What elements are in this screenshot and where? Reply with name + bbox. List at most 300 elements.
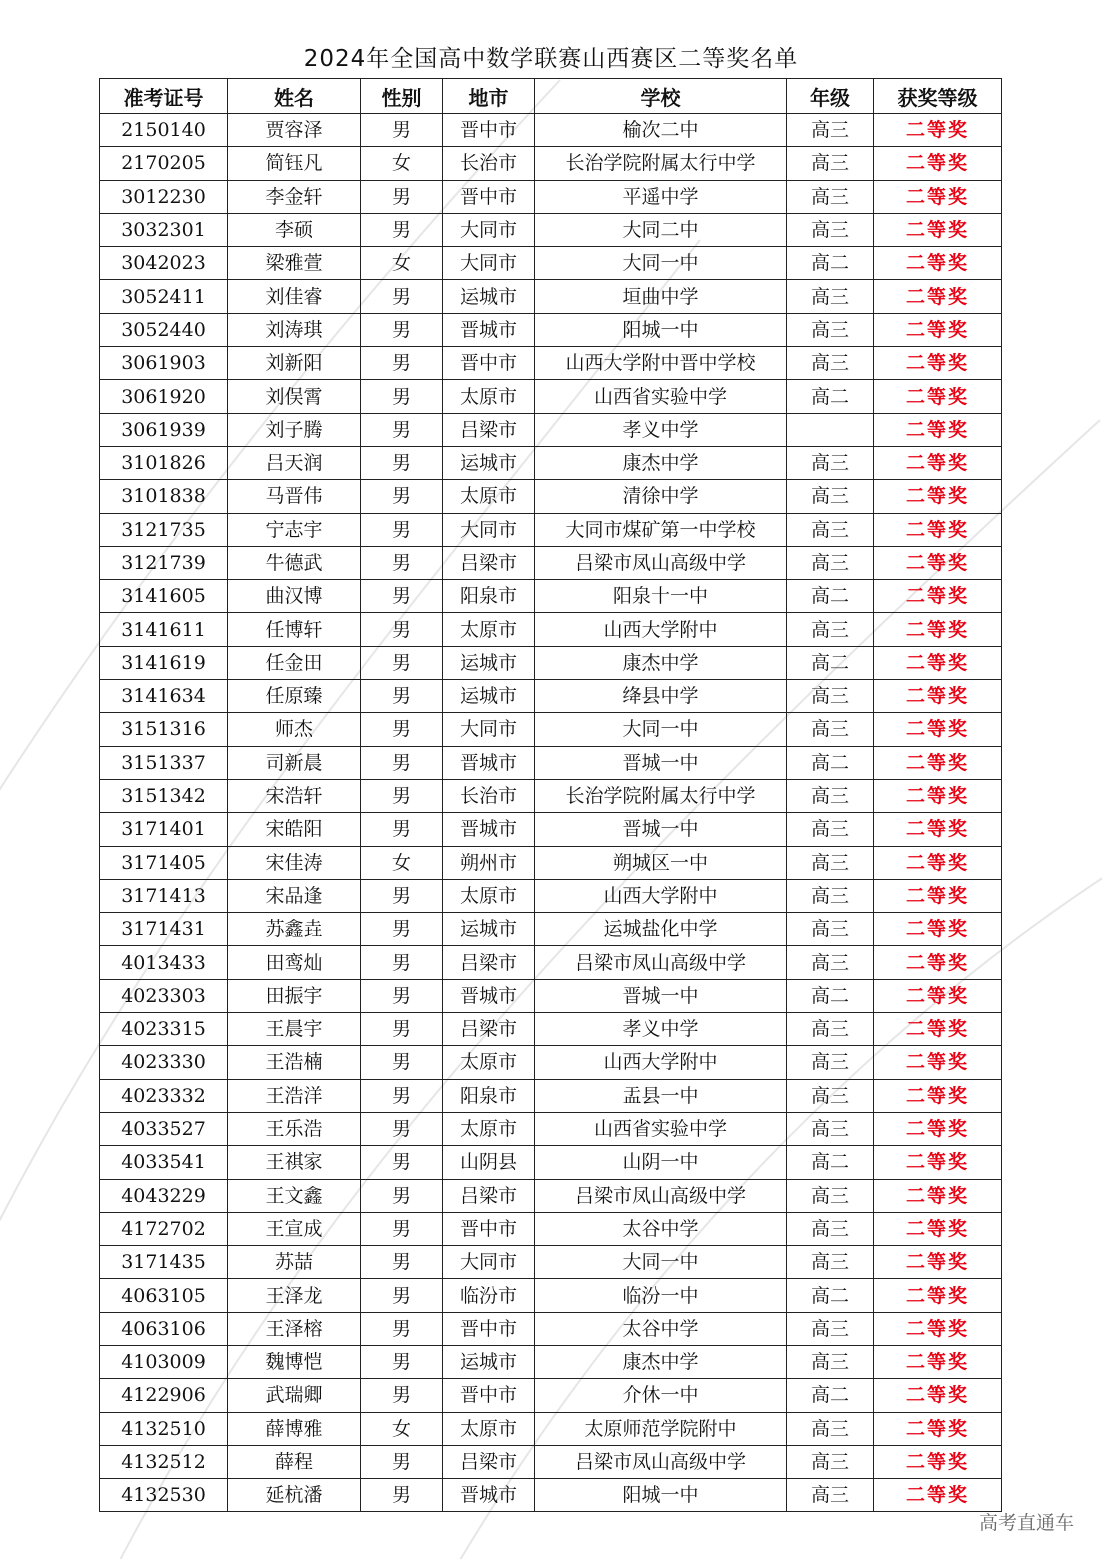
cell-grade: 高二 bbox=[787, 247, 874, 280]
cell-school: 清徐中学 bbox=[535, 480, 787, 513]
cell-award-level: 二等奖 bbox=[874, 480, 1002, 513]
cell-school: 大同一中 bbox=[535, 247, 787, 280]
cell-gender: 男 bbox=[361, 1146, 443, 1179]
cell-school: 孝义中学 bbox=[535, 413, 787, 446]
cell-gender: 男 bbox=[361, 1312, 443, 1345]
cell-grade: 高三 bbox=[787, 1312, 874, 1345]
cell-school: 介休一中 bbox=[535, 1379, 787, 1412]
cell-grade: 高三 bbox=[787, 147, 874, 180]
cell-grade: 高二 bbox=[787, 1279, 874, 1312]
table-row bbox=[100, 413, 1002, 446]
cell-gender: 男 bbox=[361, 746, 443, 779]
cell-city: 吕梁市 bbox=[443, 546, 535, 579]
cell-name: 任博轩 bbox=[228, 613, 361, 646]
table-row bbox=[100, 1412, 1002, 1445]
cell-exam-id: 4132510 bbox=[100, 1412, 228, 1445]
cell-exam-id: 4023315 bbox=[100, 1013, 228, 1046]
cell-exam-id: 3101826 bbox=[100, 446, 228, 479]
cell-school: 绛县中学 bbox=[535, 680, 787, 713]
cell-award-level: 二等奖 bbox=[874, 813, 1002, 846]
table-row bbox=[100, 213, 1002, 246]
cell-school: 大同一中 bbox=[535, 713, 787, 746]
cell-gender: 男 bbox=[361, 580, 443, 613]
cell-name: 宋皓阳 bbox=[228, 813, 361, 846]
cell-award-level: 二等奖 bbox=[874, 546, 1002, 579]
table-row bbox=[100, 114, 1002, 147]
cell-school: 平遥中学 bbox=[535, 180, 787, 213]
cell-city: 晋城市 bbox=[443, 813, 535, 846]
cell-school: 孝义中学 bbox=[535, 1013, 787, 1046]
cell-grade: 高二 bbox=[787, 1379, 874, 1412]
cell-grade: 高三 bbox=[787, 879, 874, 912]
cell-gender: 男 bbox=[361, 713, 443, 746]
cell-grade: 高三 bbox=[787, 1345, 874, 1378]
cell-name: 魏博恺 bbox=[228, 1345, 361, 1378]
cell-gender: 男 bbox=[361, 1279, 443, 1312]
table-row bbox=[100, 1146, 1002, 1179]
table-row bbox=[100, 813, 1002, 846]
table-row bbox=[100, 1312, 1002, 1345]
cell-city: 太原市 bbox=[443, 1046, 535, 1079]
cell-exam-id: 3121739 bbox=[100, 546, 228, 579]
cell-city: 朔州市 bbox=[443, 846, 535, 879]
cell-exam-id: 3151342 bbox=[100, 779, 228, 812]
cell-name: 马晋伟 bbox=[228, 480, 361, 513]
cell-grade: 高二 bbox=[787, 746, 874, 779]
cell-name: 宋品逢 bbox=[228, 879, 361, 912]
cell-name: 苏鑫垚 bbox=[228, 913, 361, 946]
cell-gender: 男 bbox=[361, 1112, 443, 1145]
cell-gender: 男 bbox=[361, 1212, 443, 1245]
cell-grade: 高二 bbox=[787, 979, 874, 1012]
cell-award-level: 二等奖 bbox=[874, 280, 1002, 313]
cell-exam-id: 3121735 bbox=[100, 513, 228, 546]
cell-name: 刘佳睿 bbox=[228, 280, 361, 313]
cell-gender: 男 bbox=[361, 913, 443, 946]
cell-city: 晋城市 bbox=[443, 746, 535, 779]
table-row bbox=[100, 1046, 1002, 1079]
cell-grade: 高三 bbox=[787, 480, 874, 513]
cell-award-level: 二等奖 bbox=[874, 114, 1002, 147]
table-row bbox=[100, 347, 1002, 380]
cell-grade: 高三 bbox=[787, 1079, 874, 1112]
header-city: 地市 bbox=[443, 79, 535, 114]
cell-award-level: 二等奖 bbox=[874, 746, 1002, 779]
cell-name: 宋佳涛 bbox=[228, 846, 361, 879]
cell-grade: 高三 bbox=[787, 1046, 874, 1079]
cell-award-level: 二等奖 bbox=[874, 613, 1002, 646]
cell-gender: 男 bbox=[361, 513, 443, 546]
cell-school: 山西大学附中 bbox=[535, 879, 787, 912]
cell-grade: 高三 bbox=[787, 546, 874, 579]
table-body bbox=[100, 114, 1002, 1512]
cell-name: 任金田 bbox=[228, 646, 361, 679]
table-row bbox=[100, 546, 1002, 579]
cell-grade: 高三 bbox=[787, 946, 874, 979]
table-row bbox=[100, 1179, 1002, 1212]
cell-school: 吕梁市凤山高级中学 bbox=[535, 1445, 787, 1478]
cell-name: 宁志宇 bbox=[228, 513, 361, 546]
cell-name: 延杭潘 bbox=[228, 1479, 361, 1512]
cell-name: 王乐浩 bbox=[228, 1112, 361, 1145]
cell-award-level: 二等奖 bbox=[874, 380, 1002, 413]
cell-gender: 男 bbox=[361, 1013, 443, 1046]
cell-name: 司新晨 bbox=[228, 746, 361, 779]
cell-grade: 高三 bbox=[787, 513, 874, 546]
header-exam-id: 准考证号 bbox=[100, 79, 228, 114]
cell-exam-id: 3032301 bbox=[100, 213, 228, 246]
cell-city: 晋中市 bbox=[443, 1212, 535, 1245]
cell-gender: 男 bbox=[361, 313, 443, 346]
cell-school: 山西大学附中 bbox=[535, 613, 787, 646]
cell-exam-id: 3151316 bbox=[100, 713, 228, 746]
cell-city: 运城市 bbox=[443, 680, 535, 713]
cell-name: 贾容泽 bbox=[228, 114, 361, 147]
cell-grade: 高三 bbox=[787, 313, 874, 346]
cell-award-level: 二等奖 bbox=[874, 1146, 1002, 1179]
header-grade: 年级 bbox=[787, 79, 874, 114]
table-row bbox=[100, 1345, 1002, 1378]
cell-award-level: 二等奖 bbox=[874, 1345, 1002, 1378]
cell-award-level: 二等奖 bbox=[874, 347, 1002, 380]
cell-school: 吕梁市凤山高级中学 bbox=[535, 1179, 787, 1212]
cell-exam-id: 4033541 bbox=[100, 1146, 228, 1179]
cell-name: 曲汉博 bbox=[228, 580, 361, 613]
cell-city: 太原市 bbox=[443, 1412, 535, 1445]
cell-exam-id: 4033527 bbox=[100, 1112, 228, 1145]
cell-exam-id: 4013433 bbox=[100, 946, 228, 979]
table-row bbox=[100, 1112, 1002, 1145]
cell-award-level: 二等奖 bbox=[874, 513, 1002, 546]
source-watermark: 高考直通车 bbox=[978, 1512, 1074, 1534]
cell-city: 大同市 bbox=[443, 513, 535, 546]
cell-school: 吕梁市凤山高级中学 bbox=[535, 546, 787, 579]
cell-grade: 高三 bbox=[787, 180, 874, 213]
cell-grade: 高三 bbox=[787, 813, 874, 846]
cell-city: 大同市 bbox=[443, 713, 535, 746]
cell-grade: 高三 bbox=[787, 114, 874, 147]
table-header-row bbox=[100, 79, 1002, 114]
cell-award-level: 二等奖 bbox=[874, 1312, 1002, 1345]
cell-school: 阳城一中 bbox=[535, 1479, 787, 1512]
cell-award-level: 二等奖 bbox=[874, 1246, 1002, 1279]
cell-exam-id: 3171435 bbox=[100, 1246, 228, 1279]
cell-city: 晋中市 bbox=[443, 347, 535, 380]
cell-grade: 高三 bbox=[787, 613, 874, 646]
cell-name: 刘俣霄 bbox=[228, 380, 361, 413]
cell-gender: 男 bbox=[361, 946, 443, 979]
cell-grade: 高二 bbox=[787, 580, 874, 613]
cell-city: 山阴县 bbox=[443, 1146, 535, 1179]
cell-gender: 男 bbox=[361, 213, 443, 246]
cell-award-level: 二等奖 bbox=[874, 879, 1002, 912]
table-row bbox=[100, 446, 1002, 479]
cell-city: 晋中市 bbox=[443, 180, 535, 213]
cell-exam-id: 3141605 bbox=[100, 580, 228, 613]
table-row bbox=[100, 946, 1002, 979]
cell-gender: 男 bbox=[361, 180, 443, 213]
cell-name: 王宣成 bbox=[228, 1212, 361, 1245]
table-row bbox=[100, 1013, 1002, 1046]
cell-exam-id: 4023303 bbox=[100, 979, 228, 1012]
cell-grade: 高三 bbox=[787, 1412, 874, 1445]
cell-gender: 男 bbox=[361, 979, 443, 1012]
cell-award-level: 二等奖 bbox=[874, 1445, 1002, 1478]
cell-gender: 男 bbox=[361, 1345, 443, 1378]
cell-name: 田鸾灿 bbox=[228, 946, 361, 979]
cell-gender: 男 bbox=[361, 280, 443, 313]
cell-exam-id: 3061920 bbox=[100, 380, 228, 413]
cell-exam-id: 2150140 bbox=[100, 114, 228, 147]
cell-name: 田振宇 bbox=[228, 979, 361, 1012]
cell-award-level: 二等奖 bbox=[874, 1479, 1002, 1512]
table-row bbox=[100, 1079, 1002, 1112]
cell-award-level: 二等奖 bbox=[874, 446, 1002, 479]
cell-name: 薛程 bbox=[228, 1445, 361, 1478]
cell-exam-id: 3171413 bbox=[100, 879, 228, 912]
cell-gender: 男 bbox=[361, 1246, 443, 1279]
cell-school: 晋城一中 bbox=[535, 746, 787, 779]
cell-gender: 男 bbox=[361, 114, 443, 147]
cell-name: 梁雅萱 bbox=[228, 247, 361, 280]
cell-name: 王泽榕 bbox=[228, 1312, 361, 1345]
cell-grade: 高三 bbox=[787, 680, 874, 713]
cell-award-level: 二等奖 bbox=[874, 1013, 1002, 1046]
cell-city: 长治市 bbox=[443, 779, 535, 812]
cell-name: 王浩洋 bbox=[228, 1079, 361, 1112]
cell-award-level: 二等奖 bbox=[874, 147, 1002, 180]
cell-name: 苏喆 bbox=[228, 1246, 361, 1279]
cell-grade: 高三 bbox=[787, 347, 874, 380]
table-row bbox=[100, 713, 1002, 746]
cell-exam-id: 3171405 bbox=[100, 846, 228, 879]
cell-school: 康杰中学 bbox=[535, 1345, 787, 1378]
cell-city: 太原市 bbox=[443, 480, 535, 513]
cell-name: 简钰凡 bbox=[228, 147, 361, 180]
table-row bbox=[100, 580, 1002, 613]
header-gender: 性别 bbox=[361, 79, 443, 114]
cell-exam-id: 3101838 bbox=[100, 480, 228, 513]
cell-city: 大同市 bbox=[443, 213, 535, 246]
cell-gender: 男 bbox=[361, 380, 443, 413]
cell-exam-id: 3061903 bbox=[100, 347, 228, 380]
cell-city: 晋城市 bbox=[443, 979, 535, 1012]
cell-gender: 男 bbox=[361, 613, 443, 646]
cell-city: 吕梁市 bbox=[443, 1013, 535, 1046]
cell-school: 阳泉十一中 bbox=[535, 580, 787, 613]
cell-city: 大同市 bbox=[443, 1246, 535, 1279]
cell-grade: 高三 bbox=[787, 913, 874, 946]
cell-school: 山西省实验中学 bbox=[535, 380, 787, 413]
table-row bbox=[100, 380, 1002, 413]
cell-exam-id: 4172702 bbox=[100, 1212, 228, 1245]
cell-name: 王浩楠 bbox=[228, 1046, 361, 1079]
cell-name: 李金轩 bbox=[228, 180, 361, 213]
cell-name: 宋浩轩 bbox=[228, 779, 361, 812]
cell-award-level: 二等奖 bbox=[874, 413, 1002, 446]
cell-grade: 高三 bbox=[787, 1013, 874, 1046]
cell-grade: 高三 bbox=[787, 779, 874, 812]
cell-city: 晋城市 bbox=[443, 313, 535, 346]
table-row bbox=[100, 746, 1002, 779]
cell-gender: 男 bbox=[361, 546, 443, 579]
cell-grade: 高二 bbox=[787, 380, 874, 413]
cell-exam-id: 3171431 bbox=[100, 913, 228, 946]
cell-city: 吕梁市 bbox=[443, 413, 535, 446]
cell-exam-id: 4132530 bbox=[100, 1479, 228, 1512]
cell-city: 临汾市 bbox=[443, 1279, 535, 1312]
cell-exam-id: 3052411 bbox=[100, 280, 228, 313]
cell-city: 吕梁市 bbox=[443, 946, 535, 979]
cell-city: 晋城市 bbox=[443, 1479, 535, 1512]
award-table bbox=[99, 78, 1002, 1512]
cell-school: 太原师范学院附中 bbox=[535, 1412, 787, 1445]
cell-exam-id: 2170205 bbox=[100, 147, 228, 180]
cell-name: 刘涛琪 bbox=[228, 313, 361, 346]
cell-school: 山西省实验中学 bbox=[535, 1112, 787, 1145]
cell-school: 吕梁市凤山高级中学 bbox=[535, 946, 787, 979]
cell-award-level: 二等奖 bbox=[874, 213, 1002, 246]
cell-gender: 男 bbox=[361, 1479, 443, 1512]
table-row bbox=[100, 480, 1002, 513]
cell-exam-id: 3141619 bbox=[100, 646, 228, 679]
cell-school: 朔城区一中 bbox=[535, 846, 787, 879]
cell-name: 吕天润 bbox=[228, 446, 361, 479]
cell-name: 武瑞卿 bbox=[228, 1379, 361, 1412]
cell-school: 运城盐化中学 bbox=[535, 913, 787, 946]
cell-exam-id: 4103009 bbox=[100, 1345, 228, 1378]
cell-grade: 高三 bbox=[787, 1212, 874, 1245]
cell-city: 吕梁市 bbox=[443, 1445, 535, 1478]
cell-city: 长治市 bbox=[443, 147, 535, 180]
cell-name: 刘新阳 bbox=[228, 347, 361, 380]
cell-name: 刘子腾 bbox=[228, 413, 361, 446]
table-row bbox=[100, 779, 1002, 812]
cell-grade: 高三 bbox=[787, 1179, 874, 1212]
cell-award-level: 二等奖 bbox=[874, 1112, 1002, 1145]
cell-city: 晋中市 bbox=[443, 1379, 535, 1412]
cell-city: 晋中市 bbox=[443, 1312, 535, 1345]
cell-gender: 男 bbox=[361, 779, 443, 812]
cell-award-level: 二等奖 bbox=[874, 779, 1002, 812]
cell-school: 山阴一中 bbox=[535, 1146, 787, 1179]
cell-name: 薛博雅 bbox=[228, 1412, 361, 1445]
cell-award-level: 二等奖 bbox=[874, 180, 1002, 213]
cell-gender: 女 bbox=[361, 147, 443, 180]
cell-name: 王文鑫 bbox=[228, 1179, 361, 1212]
cell-grade: 高三 bbox=[787, 1479, 874, 1512]
cell-name: 王晨宇 bbox=[228, 1013, 361, 1046]
table-row bbox=[100, 1479, 1002, 1512]
page-title: 2024年全国高中数学联赛山西赛区二等奖名单 bbox=[303, 46, 799, 72]
cell-grade: 高三 bbox=[787, 713, 874, 746]
cell-award-level: 二等奖 bbox=[874, 713, 1002, 746]
header-name: 姓名 bbox=[228, 79, 361, 114]
cell-city: 大同市 bbox=[443, 247, 535, 280]
cell-award-level: 二等奖 bbox=[874, 313, 1002, 346]
cell-grade: 高三 bbox=[787, 280, 874, 313]
cell-name: 牛德武 bbox=[228, 546, 361, 579]
cell-city: 阳泉市 bbox=[443, 580, 535, 613]
cell-school: 临汾一中 bbox=[535, 1279, 787, 1312]
cell-name: 王祺家 bbox=[228, 1146, 361, 1179]
cell-name: 王泽龙 bbox=[228, 1279, 361, 1312]
cell-school: 太谷中学 bbox=[535, 1212, 787, 1245]
cell-city: 运城市 bbox=[443, 646, 535, 679]
cell-award-level: 二等奖 bbox=[874, 646, 1002, 679]
table-row bbox=[100, 1279, 1002, 1312]
cell-grade bbox=[787, 413, 874, 446]
table-row bbox=[100, 180, 1002, 213]
cell-school: 康杰中学 bbox=[535, 646, 787, 679]
cell-grade: 高三 bbox=[787, 1246, 874, 1279]
cell-school: 长治学院附属太行中学 bbox=[535, 779, 787, 812]
cell-grade: 高三 bbox=[787, 846, 874, 879]
cell-school: 晋城一中 bbox=[535, 813, 787, 846]
cell-exam-id: 4023332 bbox=[100, 1079, 228, 1112]
table-row bbox=[100, 879, 1002, 912]
cell-city: 太原市 bbox=[443, 879, 535, 912]
cell-exam-id: 3012230 bbox=[100, 180, 228, 213]
cell-city: 阳泉市 bbox=[443, 1079, 535, 1112]
cell-school: 大同一中 bbox=[535, 1246, 787, 1279]
table-row bbox=[100, 846, 1002, 879]
cell-award-level: 二等奖 bbox=[874, 946, 1002, 979]
cell-gender: 男 bbox=[361, 680, 443, 713]
table-row bbox=[100, 1379, 1002, 1412]
cell-award-level: 二等奖 bbox=[874, 1279, 1002, 1312]
cell-exam-id: 3171401 bbox=[100, 813, 228, 846]
table-row bbox=[100, 1445, 1002, 1478]
cell-award-level: 二等奖 bbox=[874, 979, 1002, 1012]
cell-gender: 女 bbox=[361, 1412, 443, 1445]
cell-award-level: 二等奖 bbox=[874, 1379, 1002, 1412]
cell-exam-id: 3151337 bbox=[100, 746, 228, 779]
cell-gender: 男 bbox=[361, 813, 443, 846]
cell-city: 运城市 bbox=[443, 446, 535, 479]
cell-exam-id: 4043229 bbox=[100, 1179, 228, 1212]
cell-exam-id: 3141634 bbox=[100, 680, 228, 713]
cell-exam-id: 3052440 bbox=[100, 313, 228, 346]
cell-school: 山西大学附中 bbox=[535, 1046, 787, 1079]
table-row bbox=[100, 680, 1002, 713]
cell-school: 长治学院附属太行中学 bbox=[535, 147, 787, 180]
cell-exam-id: 4122906 bbox=[100, 1379, 228, 1412]
cell-school: 山西大学附中晋中学校 bbox=[535, 347, 787, 380]
cell-award-level: 二等奖 bbox=[874, 1079, 1002, 1112]
cell-exam-id: 4132512 bbox=[100, 1445, 228, 1478]
cell-city: 运城市 bbox=[443, 1345, 535, 1378]
cell-gender: 女 bbox=[361, 247, 443, 280]
cell-gender: 女 bbox=[361, 846, 443, 879]
cell-exam-id: 4063106 bbox=[100, 1312, 228, 1345]
table-row bbox=[100, 646, 1002, 679]
cell-school: 阳城一中 bbox=[535, 313, 787, 346]
cell-city: 太原市 bbox=[443, 380, 535, 413]
table-row bbox=[100, 613, 1002, 646]
cell-exam-id: 4023330 bbox=[100, 1046, 228, 1079]
cell-school: 康杰中学 bbox=[535, 446, 787, 479]
cell-award-level: 二等奖 bbox=[874, 580, 1002, 613]
cell-exam-id: 4063105 bbox=[100, 1279, 228, 1312]
header-award-level: 获奖等级 bbox=[874, 79, 1002, 114]
cell-gender: 男 bbox=[361, 413, 443, 446]
cell-exam-id: 3061939 bbox=[100, 413, 228, 446]
cell-school: 大同市煤矿第一中学校 bbox=[535, 513, 787, 546]
cell-gender: 男 bbox=[361, 879, 443, 912]
cell-school: 榆次二中 bbox=[535, 114, 787, 147]
cell-gender: 男 bbox=[361, 1179, 443, 1212]
